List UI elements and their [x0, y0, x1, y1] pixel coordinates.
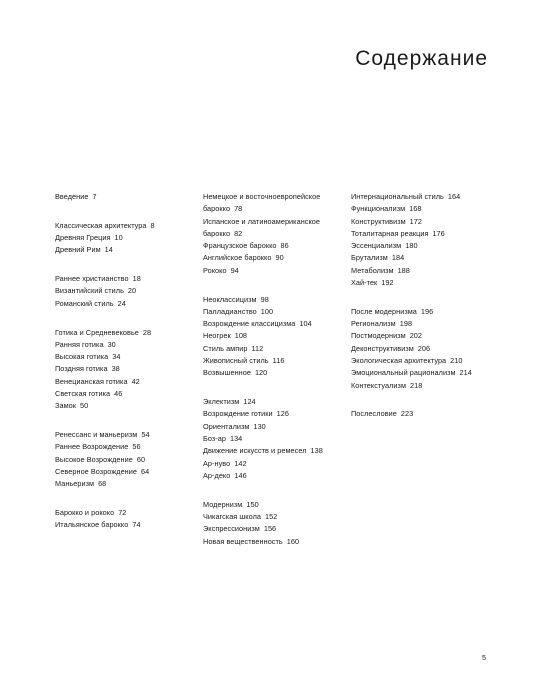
toc-entry-title: Раннее христианство	[55, 274, 129, 284]
toc-entry-page: 100	[260, 306, 274, 316]
toc-entry-page: 214	[459, 368, 472, 378]
toc-entry-title: Ар-нуво	[203, 458, 231, 468]
toc-entry[interactable]	[351, 380, 496, 392]
toc-entry-page: 42	[131, 376, 140, 386]
toc-entry-page: 72	[118, 508, 127, 518]
toc-entry-title: Классическая архитектура	[55, 220, 147, 230]
toc-entry[interactable]	[203, 523, 348, 535]
toc-entry-page: 86	[280, 241, 289, 251]
toc-entry-title: Ренессанс и маньеризм	[55, 430, 138, 440]
toc-entry-title: Регионализм	[351, 319, 396, 329]
toc-entry[interactable]	[203, 191, 348, 203]
toc-entry-page: 196	[420, 306, 434, 316]
toc-entry[interactable]	[351, 343, 496, 355]
toc-group	[55, 327, 200, 413]
toc-column-1	[55, 191, 200, 548]
toc-group	[55, 273, 200, 310]
toc-entry-page: 18	[132, 274, 141, 284]
toc-entry-page: 124	[243, 397, 256, 407]
toc-entry-title: Возрождение классицизма	[203, 319, 296, 329]
toc-entry-title: Ориентализм	[203, 421, 250, 431]
toc-entry-page: 120	[254, 368, 268, 378]
toc-entry-title: Барокко и рококо	[55, 508, 115, 518]
toc-entry-page: 60	[136, 454, 146, 464]
toc-entry-page: 142	[234, 458, 247, 468]
toc-entry[interactable]	[55, 429, 200, 441]
toc-entry[interactable]	[203, 536, 348, 548]
toc-entry[interactable]	[351, 330, 496, 342]
toc-entry-page: 8	[150, 220, 155, 230]
toc-entry-page: 56	[132, 442, 141, 452]
toc-entry[interactable]	[55, 454, 200, 466]
toc-entry-title: Ар-деко	[203, 470, 231, 480]
toc-entry-page: 184	[391, 253, 405, 263]
toc-entry[interactable]	[351, 277, 496, 289]
toc-entry[interactable]	[55, 298, 200, 310]
toc-entry[interactable]	[55, 466, 200, 478]
toc-entry[interactable]	[203, 421, 348, 433]
toc-entry[interactable]	[203, 216, 348, 228]
toc-entry-title: Раннее Возрождение	[55, 442, 129, 452]
toc-entry[interactable]	[55, 363, 200, 375]
toc-entry[interactable]	[203, 355, 348, 367]
toc-group	[55, 429, 200, 490]
toc-entry-page: 218	[410, 380, 423, 390]
toc-entry-title: Послесловие	[351, 409, 397, 419]
toc-entry[interactable]	[203, 445, 348, 457]
toc-entry[interactable]	[203, 252, 348, 264]
toc-entry-title: Светская готика	[55, 389, 111, 399]
toc-entry-page: 112	[251, 343, 264, 353]
toc-entry-title: Живописный стиль	[203, 356, 269, 366]
toc-entry[interactable]	[55, 400, 200, 412]
toc-entry-page: 38	[111, 364, 120, 374]
toc-entry[interactable]	[55, 285, 200, 297]
toc-entry[interactable]	[351, 318, 496, 330]
toc-entry-page: 30	[107, 339, 116, 349]
toc-entry-title: Византийский стиль	[55, 286, 124, 296]
toc-entry-title: Конструктивизм	[351, 216, 406, 226]
toc-entry-title: Замок	[55, 401, 76, 411]
toc-entry-page: 78	[234, 204, 243, 214]
toc-entry[interactable]	[203, 470, 348, 482]
toc-entry[interactable]	[203, 396, 348, 408]
toc-entry[interactable]	[351, 265, 496, 277]
toc-entry-page: 54	[141, 430, 150, 440]
toc-entry[interactable]	[55, 441, 200, 453]
toc-entry-page: 160	[286, 536, 300, 546]
toc-entry[interactable]	[55, 376, 200, 388]
toc-entry-title: Деконструктивизм	[351, 343, 414, 353]
toc-entry-page: 156	[263, 524, 277, 534]
toc-entry[interactable]	[55, 232, 200, 244]
toc-entry[interactable]	[203, 265, 348, 277]
toc-entry[interactable]	[55, 388, 200, 400]
toc-entry-page: 192	[381, 278, 394, 288]
toc-entry[interactable]	[351, 240, 496, 252]
toc-entry-page: 138	[310, 446, 323, 456]
toc-entry[interactable]	[203, 228, 348, 240]
toc-entry[interactable]	[351, 216, 496, 228]
toc-group	[351, 306, 496, 392]
toc-entry-title: Введение	[55, 192, 89, 201]
toc-entry-title: барокко	[203, 228, 231, 238]
toc-entry-page: 146	[234, 470, 247, 480]
toc-entry[interactable]	[351, 306, 496, 318]
toc-entry[interactable]	[203, 367, 348, 379]
toc-entry[interactable]	[203, 343, 348, 355]
toc-entry-page: 24	[117, 298, 126, 308]
toc-entry-title: Экспрессионизм	[203, 524, 260, 534]
toc-group	[351, 191, 496, 289]
toc-entry-page: 94	[230, 265, 239, 275]
toc-entry[interactable]	[55, 327, 200, 339]
toc-entry-title: Эмоциональный рационализм	[351, 368, 456, 378]
toc-entry[interactable]	[203, 433, 348, 445]
toc-entry[interactable]	[351, 367, 496, 379]
toc-entry-title: Северное Возрождение	[55, 467, 137, 477]
toc-entry-page: 10	[114, 233, 123, 243]
toc-entry-page: 104	[299, 319, 312, 329]
toc-entry[interactable]	[203, 294, 348, 306]
toc-entry-title: Высокая готика	[55, 352, 109, 362]
toc-entry[interactable]	[351, 408, 496, 420]
toc-entry[interactable]	[203, 330, 348, 342]
toc-entry-title: Чикагская школа	[203, 512, 261, 522]
toc-entry-page: 108	[234, 331, 248, 341]
toc-entry-page: 134	[229, 434, 243, 444]
toc-entry-page: 206	[417, 343, 431, 353]
toc-entry-page: 198	[399, 319, 413, 329]
toc-entry-title: Возрождение готики	[203, 409, 273, 419]
toc-entry[interactable]	[351, 252, 496, 264]
toc-entry-title: Неоклассицизм	[203, 294, 257, 304]
toc-entry[interactable]	[203, 318, 348, 330]
toc-entry-title: Тоталитарная реакция	[351, 228, 429, 238]
toc-entry-title: Рококо	[203, 265, 227, 275]
toc-entry-title: Возвышенное	[203, 368, 251, 378]
toc-group	[203, 396, 348, 482]
toc-entry-page: 164	[447, 192, 461, 201]
toc-entry[interactable]	[55, 273, 200, 285]
toc-entry-page: 150	[246, 499, 259, 509]
toc-entry[interactable]	[351, 228, 496, 240]
toc-entry-page: 210	[450, 356, 463, 366]
toc-entry-title: Функционализм	[351, 204, 406, 214]
toc-entry-title: Стиль ампир	[203, 343, 248, 353]
toc-entry-page: 116	[272, 356, 285, 366]
toc-entry-page: 46	[114, 389, 123, 399]
toc-entry[interactable]	[55, 244, 200, 256]
toc-entry-page: 14	[104, 245, 113, 255]
toc-entry-title: Неогрек	[203, 331, 231, 341]
toc-column-2	[203, 191, 348, 564]
toc-entry-page: 74	[132, 520, 141, 530]
toc-entry-page: 188	[397, 265, 410, 275]
toc-entry[interactable]	[55, 507, 200, 519]
toc-group	[203, 191, 348, 277]
toc-entry-title: Постмодернизм	[351, 331, 406, 341]
toc-entry-title: Романский стиль	[55, 298, 114, 308]
toc-entry[interactable]	[55, 351, 200, 363]
toc-entry[interactable]	[203, 306, 348, 318]
toc-entry[interactable]	[203, 499, 348, 511]
toc-entry-title: Готика и Средневековье	[55, 327, 139, 337]
toc-entry-page: 168	[409, 204, 422, 214]
toc-entry-page: 180	[405, 241, 418, 251]
toc-entry-page: 152	[264, 512, 278, 522]
toc-entry-title: Французское барокко	[203, 241, 277, 251]
toc-entry-page: 64	[141, 467, 150, 477]
toc-group	[351, 408, 496, 420]
toc-entry[interactable]	[55, 478, 200, 490]
toc-entry-title: Испанское и латиноамериканское	[203, 216, 321, 226]
toc-entry-page: 130	[253, 421, 266, 431]
toc-group	[203, 294, 348, 380]
toc-entry[interactable]	[203, 203, 348, 215]
toc-entry-title: Эссенциализм	[351, 241, 402, 251]
toc-entry[interactable]	[55, 339, 200, 351]
toc-entry-title: Брутализм	[351, 253, 388, 263]
toc-entry[interactable]	[351, 355, 496, 367]
toc-entry-title: Английское барокко	[203, 253, 272, 263]
toc-entry-page: 68	[98, 479, 107, 489]
toc-entry-title: барокко	[203, 204, 231, 214]
toc-entry[interactable]	[351, 191, 496, 203]
toc-entry-title: Модернизм	[203, 499, 243, 509]
toc-column-3	[351, 191, 496, 437]
toc-entry-title: Венецианская готика	[55, 376, 128, 386]
toc-entry-page: 126	[276, 409, 289, 419]
toc-entry-page: 82	[234, 228, 243, 238]
toc-entry-title: Высокое Возрождение	[55, 454, 133, 464]
toc-group	[203, 499, 348, 548]
toc-entry-title: Боз-ар	[203, 434, 226, 444]
toc-entry-title: Эклектизм	[203, 397, 240, 407]
toc-entry-page: 172	[409, 216, 422, 226]
toc-entry[interactable]	[203, 458, 348, 470]
toc-entry-title: Поздняя готика	[55, 364, 108, 374]
toc-entry-page: 223	[400, 409, 414, 419]
toc-entry-page: 28	[142, 327, 152, 337]
toc-entry-page: 34	[112, 352, 121, 362]
toc-entry[interactable]	[55, 191, 200, 203]
toc-entry-title: Древний Рим	[55, 245, 101, 255]
page-number: 5	[481, 653, 486, 662]
toc-entry[interactable]	[203, 511, 348, 523]
toc-entry-title: После модернизма	[351, 306, 417, 316]
toc-group	[55, 220, 200, 257]
toc-entry-title: Итальянское барокко	[55, 520, 129, 530]
toc-entry-title: Хай-тек	[351, 278, 378, 288]
toc-entry-title: Интернациональный стиль	[351, 192, 444, 201]
toc-entry[interactable]	[55, 220, 200, 232]
toc-group	[55, 191, 200, 203]
toc-entry[interactable]	[203, 408, 348, 420]
page-title: Содержание	[355, 47, 488, 70]
toc-entry-page: 20	[127, 286, 137, 296]
toc-entry-title: Маньеризм	[55, 479, 95, 489]
toc-entry-title: Контекстуализм	[351, 380, 407, 390]
toc-entry-title: Немецкое и восточноевропейское	[203, 192, 321, 201]
toc-entry-page: 98	[260, 294, 269, 304]
toc-entry-title: Новая вещественность	[203, 536, 283, 546]
toc-entry[interactable]	[203, 240, 348, 252]
toc-entry-title: Ранняя готика	[55, 339, 104, 349]
toc-entry-page: 202	[409, 331, 423, 341]
toc-entry-page: 176	[432, 228, 445, 238]
toc-entry-title: Движение искусств и ремесел	[203, 446, 307, 456]
toc-entry[interactable]	[351, 203, 496, 215]
toc-entry-page: 90	[275, 253, 284, 263]
toc-entry[interactable]	[55, 519, 200, 531]
toc-entry-page: 50	[79, 401, 89, 411]
toc-entry-page: 7	[92, 192, 97, 201]
toc-group	[55, 507, 200, 532]
toc-entry-title: Метаболизм	[351, 265, 394, 275]
toc-entry-title: Палладианство	[203, 306, 257, 316]
toc-entry-title: Древняя Греция	[55, 233, 111, 243]
toc-entry-title: Экологическая архитектура	[351, 356, 447, 366]
